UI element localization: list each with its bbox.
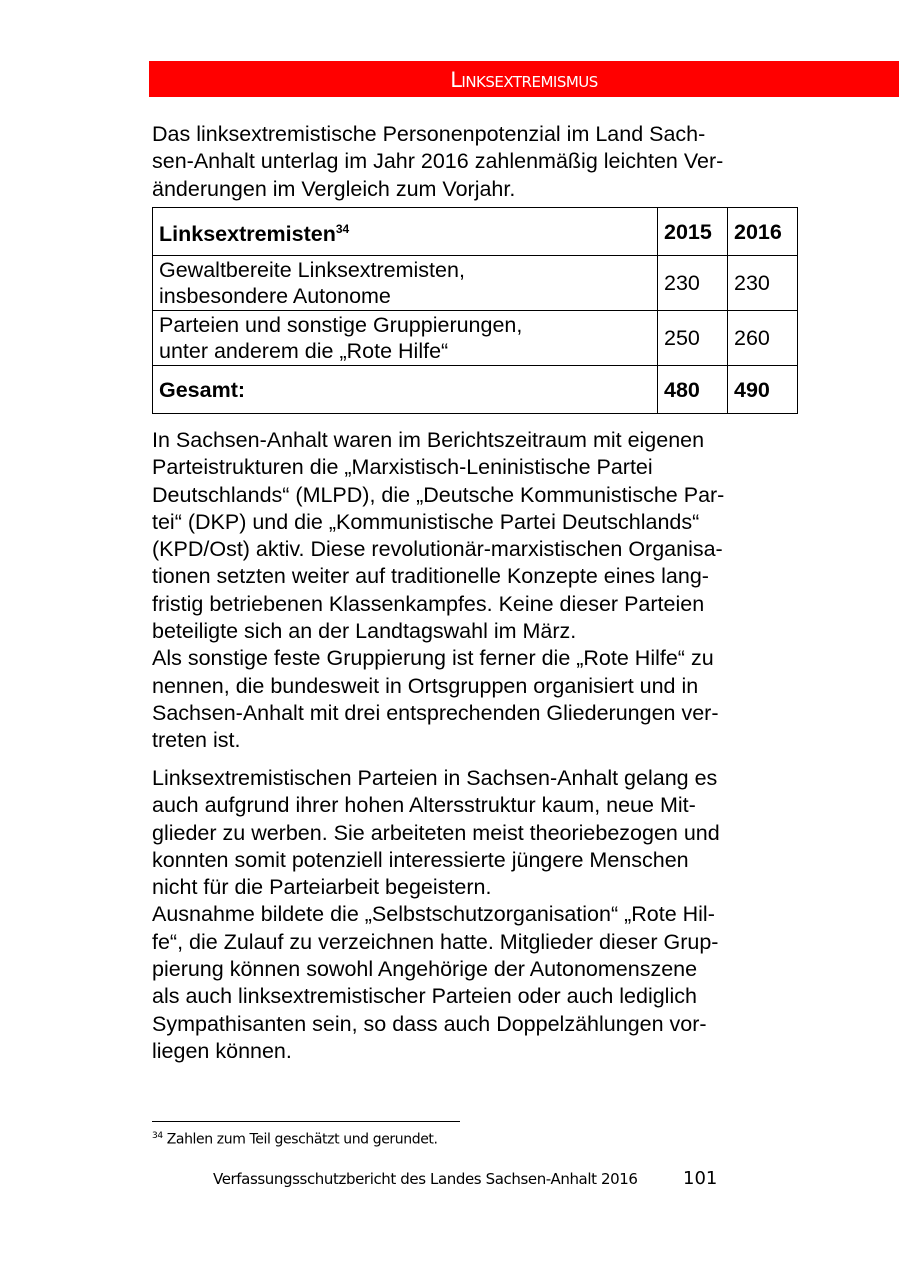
- text-line: Parteistrukturen die „Marxistisch-Leninistische Partei: [152, 455, 653, 480]
- text-line: (KPD/Ost) aktiv. Diese revolutionär-marxistischen Organisa-: [152, 537, 723, 562]
- text-line: tei“ (DKP) und die „Kommunistische Partei Deutschlands“: [152, 509, 700, 534]
- text-line: Ausnahme bildete die „Selbstschutzorganisation“ „Rote Hil-: [152, 902, 715, 927]
- page-number: 101: [683, 1168, 718, 1189]
- text-line: fristig betriebenen Klassenkampfes. Keine dieser Parteien: [152, 591, 705, 616]
- text-line: beteiligte sich an der Landtagswahl im März.: [152, 619, 577, 644]
- text-line: In Sachsen-Anhalt waren im Berichtszeitraum mit eigenen: [152, 428, 705, 452]
- body-paragraph-membership: [152, 765, 792, 1065]
- text-line: tionen setzten weiter auf traditionelle Konzepte eines lang-: [152, 564, 709, 589]
- text-line: pierung können sowohl Angehörige der Autonomenszene: [152, 957, 698, 982]
- text-line: liegen können.: [152, 1038, 292, 1063]
- value-2016: 260: [728, 311, 798, 366]
- text-line: Linksextremistischen Parteien in Sachsen-Anhalt gelang es: [152, 766, 718, 790]
- text-line: Sympathisanten sein, so dass auch Doppelzählungen vor-: [152, 1011, 707, 1036]
- total-2016: 490: [728, 366, 798, 414]
- section-header: Linksextremismus: [149, 61, 899, 97]
- row-label: Parteien und sonstige Gruppierungen, unter anderem die „Rote Hilfe“: [153, 311, 658, 366]
- text-line: nennen, die bundesweit in Ortsgruppen organisiert und in: [152, 673, 699, 698]
- text-line: Als sonstige feste Gruppierung ist ferner die „Rote Hilfe“ zu: [152, 646, 714, 671]
- intro-paragraph: [152, 121, 792, 203]
- text-line: sen-Anhalt unterlag im Jahr 2016 zahlenmäßig leichten Ver-: [152, 149, 724, 174]
- text-line: Deutschlands“ (MLPD), die „Deutsche Kommunistische Par-: [152, 482, 725, 507]
- text-line: nicht für die Parteiarbeit begeistern.: [152, 875, 492, 900]
- statistics-table: [152, 207, 798, 414]
- text-line: fe“, die Zulauf zu verzeichnen hatte. Mitglieder dieser Grup-: [152, 929, 719, 954]
- value-2015: 250: [658, 311, 728, 366]
- text-line: glieder zu werben. Sie arbeiteten meist theoriebezogen und: [152, 820, 720, 845]
- value-2016: 230: [728, 256, 798, 311]
- table-row: [153, 256, 798, 311]
- text-line: Sachsen-Anhalt mit drei entsprechenden Gliederungen ver-: [152, 700, 719, 725]
- body-paragraph-parties: [152, 427, 792, 755]
- text-line: auch aufgrund ihrer hohen Altersstruktur kaum, neue Mit-: [152, 793, 696, 818]
- text-line: als auch linksextremistischer Parteien oder auch lediglich: [152, 984, 697, 1009]
- text-line: Das linksextremistische Personenpotenzial im Land Sach-: [152, 122, 706, 146]
- text-line: änderungen im Vergleich zum Vorjahr.: [152, 176, 516, 201]
- value-2015: 230: [658, 256, 728, 311]
- text-line: treten ist.: [152, 728, 241, 753]
- total-label: Gesamt:: [153, 366, 658, 414]
- text-line: konnten somit potenziell interessierte jüngere Menschen: [152, 847, 689, 872]
- table-total-row: [153, 366, 798, 414]
- total-2015: 480: [658, 366, 728, 414]
- footer-title: Verfassungsschutzbericht des Landes Sachsen-Anhalt 2016: [213, 1170, 638, 1188]
- header-2016: 2016: [728, 208, 798, 256]
- header-2015: 2015: [658, 208, 728, 256]
- footnote: $^{34}$ Zahlen zum Teil geschätzt und gerundet.: [152, 1131, 438, 1148]
- header-label: Linksextremisten$^{34}$: [153, 208, 658, 256]
- row-label: Gewaltbereite Linksextremisten, insbesondere Autonome: [153, 256, 658, 311]
- footnote-divider: [152, 1121, 460, 1122]
- table-row: [153, 311, 798, 366]
- table-header-row: [153, 208, 798, 256]
